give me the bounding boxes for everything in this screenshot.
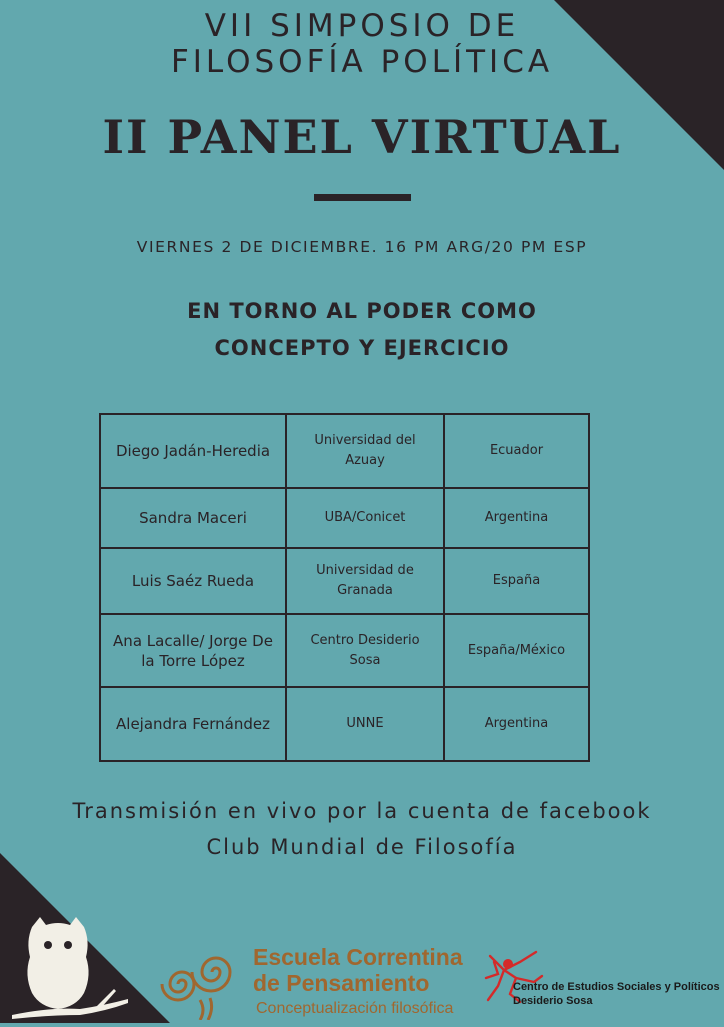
symposium-title-line1: VII SIMPOSIO DE — [204, 8, 520, 44]
panelist-institution: Universidad de Granada — [286, 548, 444, 614]
title-divider — [314, 194, 411, 201]
table-row — [100, 548, 589, 614]
panelist-name: Sandra Maceri — [100, 488, 286, 548]
escuela-line2: de Pensamiento — [253, 970, 430, 996]
topic-line2: CONCEPTO Y EJERCICIO — [214, 336, 510, 360]
table-row — [100, 488, 589, 548]
table-row — [100, 414, 589, 488]
symposium-title — [0, 8, 724, 80]
panelist-name: Luis Saéz Rueda — [100, 548, 286, 614]
panelist-country: Ecuador — [444, 414, 589, 488]
event-date: VIERNES 2 DE DICIEMBRE. 16 PM ARG/20 PM ESP — [136, 238, 588, 256]
table-row — [100, 614, 589, 687]
escuela-line1: Escuela Correntina — [253, 944, 463, 970]
broadcast-line1: Transmisión en vivo por la cuenta de facebook — [72, 799, 652, 823]
owl-icon — [10, 915, 130, 1027]
escuela-logo-title — [253, 944, 463, 996]
event-topic — [0, 293, 724, 367]
panel-title: II PANEL VIRTUAL — [102, 110, 622, 164]
centro-line1: Centro de Estudios Sociales y Políticos — [513, 981, 720, 993]
panelist-institution: UNNE — [286, 687, 444, 761]
panelist-name: Alejandra Fernández — [100, 687, 286, 761]
table-row — [100, 687, 589, 761]
symposium-title-line2: FILOSOFÍA POLÍTICA — [170, 44, 554, 80]
panelist-institution: UBA/Conicet — [286, 488, 444, 548]
broadcast-line2: Club Mundial de Filosofía — [206, 835, 518, 859]
escuela-tagline: Conceptualización filosófica — [256, 1000, 454, 1017]
panelist-country: España — [444, 548, 589, 614]
panelist-institution: Centro Desiderio Sosa — [286, 614, 444, 687]
panelist-country: Argentina — [444, 488, 589, 548]
panelist-name: Diego Jadán-Heredia — [100, 414, 286, 488]
centro-line2: Desiderio Sosa — [513, 995, 593, 1007]
centro-logo-text — [513, 980, 720, 1008]
panelist-institution: Universidad del Azuay — [286, 414, 444, 488]
spiral-logo-icon — [160, 944, 252, 1024]
broadcast-info — [0, 793, 724, 865]
panelist-country: España/México — [444, 614, 589, 687]
panelists-table — [99, 413, 590, 762]
panelist-country: Argentina — [444, 687, 589, 761]
panelist-name: Ana Lacalle/ Jorge De la Torre López — [100, 614, 286, 687]
topic-line1: EN TORNO AL PODER COMO — [187, 299, 537, 323]
